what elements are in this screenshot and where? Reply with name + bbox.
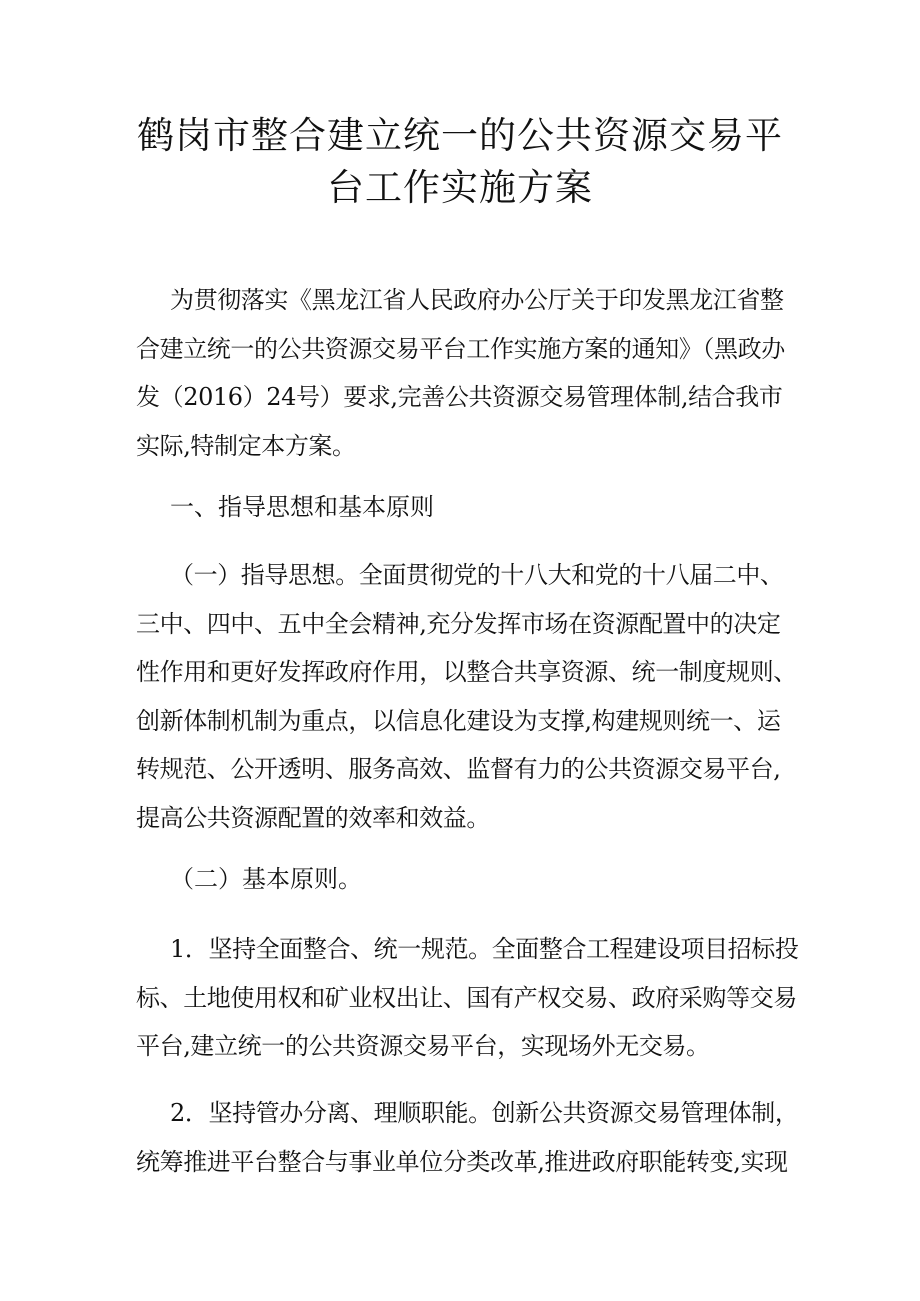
guiding-line-1: （一）指导思想。全面贯彻党的十八大和党的十八届二中、: [170, 561, 784, 589]
principle-item-1: [136, 925, 799, 1071]
intro-paragraph: [136, 276, 786, 470]
section-heading-1: [136, 483, 786, 532]
item2-line-1: 2．坚持管办分离、理顺职能。创新公共资源交易管理体制，: [170, 1099, 799, 1127]
guiding-line-5: 转规范、公开透明、服务高效、监督有力的公共资源交易平台,: [136, 755, 781, 783]
guiding-line-2: 三中、四中、五中全会精神,充分发挥市场在资源配置中的决定: [136, 609, 781, 638]
intro-line-2: 合建立统一的公共资源交易平台工作实施方案的通知》（黑政办: [136, 334, 785, 363]
guiding-line-3: 性作用和更好发挥政府作用，以整合共享资源、统一制度规则、: [136, 658, 797, 686]
principles-heading-text: （二）基本原则。: [170, 865, 362, 893]
document-title: [120, 110, 800, 214]
item1-line-1: 1．坚持全面整合、统一规范。全面整合工程建设项目招标投: [170, 935, 799, 963]
title-line-1: 鹤岗市整合建立统一的公共资源交易平: [137, 114, 783, 157]
item1-line-2: 标、土地使用权和矿业权出让、国有产权交易、政府采购等交易: [136, 983, 797, 1012]
title-line-2: 台工作实施方案: [327, 166, 593, 209]
guiding-line-6: 提高公共资源配置的效率和效益。: [136, 803, 490, 832]
principle-item-2: [136, 1089, 799, 1186]
intro-line-1: 为贯彻落实《黑龙江省人民政府办公厅关于印发黑龙江省整: [170, 286, 784, 314]
guiding-line-4: 创新体制机制为重点，以信息化建设为支撑,构建规则统一、运: [136, 706, 781, 735]
section-heading-1-text: 一、指导思想和基本原则: [170, 493, 434, 521]
principles-heading: [136, 855, 786, 904]
item2-line-2: 统筹推进平台整合与事业单位分类改革,推进政府职能转变,实现: [136, 1147, 788, 1176]
guiding-paragraph: [136, 551, 797, 842]
intro-line-3: 发（2016）24号）要求,完善公共资源交易管理体制,结合我市: [136, 383, 783, 411]
intro-line-4: 实际,特制定本方案。: [136, 431, 356, 460]
item1-line-3: 平台,建立统一的公共资源交易平台，实现场外无交易。: [136, 1032, 710, 1060]
